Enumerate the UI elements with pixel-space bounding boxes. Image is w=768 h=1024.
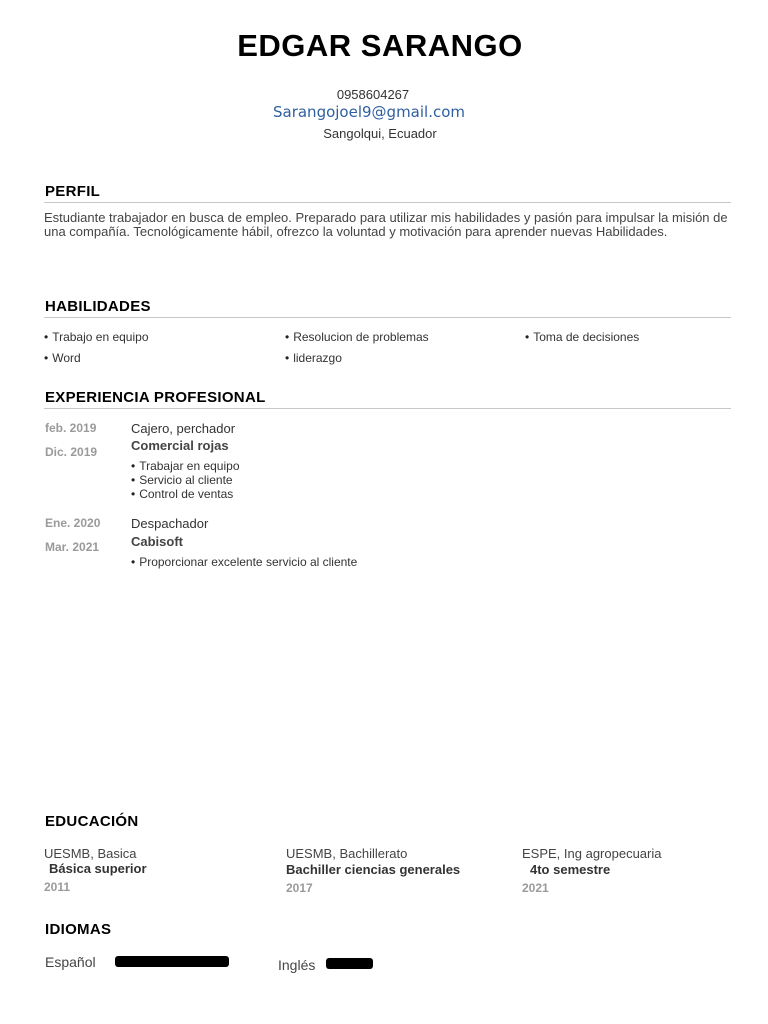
languages-section-title: IDIOMAS xyxy=(45,921,112,938)
education-institution: ESPE, Ing agropecuaria xyxy=(522,846,662,861)
job-end-date: Dic. 2019 xyxy=(45,445,98,459)
education-degree: 4to semestre xyxy=(530,862,611,877)
job-task: • Trabajar en equipo xyxy=(131,459,240,473)
location: Sangolqui, Ecuador xyxy=(323,126,437,141)
profile-divider xyxy=(44,202,731,203)
education-institution: UESMB, Basica xyxy=(44,846,137,861)
email-address[interactable]: Sarangojoel9@gmail.com xyxy=(272,103,466,121)
language-level-bar xyxy=(115,956,229,967)
job-role: Cajero, perchador xyxy=(131,421,236,436)
education-degree: Básica superior xyxy=(49,861,147,876)
phone-number: 0958604267 xyxy=(336,87,410,102)
education-institution: UESMB, Bachillerato xyxy=(286,846,408,861)
job-company: Cabisoft xyxy=(131,534,183,549)
skill-item: • Toma de decisiones xyxy=(525,330,639,344)
job-end-date: Mar. 2021 xyxy=(45,540,100,554)
skill-item: • Word xyxy=(44,351,81,365)
profile-text xyxy=(44,211,734,239)
profile-section-title: PERFIL xyxy=(45,183,101,200)
skills-section-title: HABILIDADES xyxy=(45,298,151,315)
education-year: 2021 xyxy=(522,881,549,895)
language-name: Español xyxy=(45,954,96,970)
language-name: Inglés xyxy=(278,957,316,973)
candidate-name: EDGAR SARANGO xyxy=(237,28,523,63)
job-company: Comercial rojas xyxy=(131,438,229,453)
experience-divider xyxy=(44,408,731,409)
education-degree: Bachiller ciencias generales xyxy=(286,862,461,877)
job-start-date: Ene. 2020 xyxy=(45,516,101,530)
education-year: 2011 xyxy=(44,880,71,894)
language-level-bar xyxy=(326,958,373,969)
education-section-title: EDUCACIÓN xyxy=(45,813,139,830)
skill-item: • liderazgo xyxy=(285,351,342,365)
job-task: • Proporcionar excelente servicio al cliente xyxy=(131,555,357,569)
skill-item: • Resolucion de problemas xyxy=(285,330,429,344)
job-task: • Control de ventas xyxy=(131,487,233,501)
profile-text-line-1: Estudiante trabajador en busca de empleo. Preparado para utilizar mis habilidades y pasión para impulsar la misión de xyxy=(44,210,728,225)
job-start-date: feb. 2019 xyxy=(45,421,97,435)
education-year: 2017 xyxy=(286,881,313,895)
profile-text-line-2: una compañía. Tecnológicamente hábil, ofrezco la voluntad y motivación para aprender nuevas Habilidades. xyxy=(44,224,668,239)
skill-item: • Trabajo en equipo xyxy=(44,330,149,344)
skills-divider xyxy=(44,317,731,318)
experience-section-title: EXPERIENCIA PROFESIONAL xyxy=(45,389,266,406)
job-task: • Servicio al cliente xyxy=(131,473,233,487)
job-role: Despachador xyxy=(131,516,209,531)
